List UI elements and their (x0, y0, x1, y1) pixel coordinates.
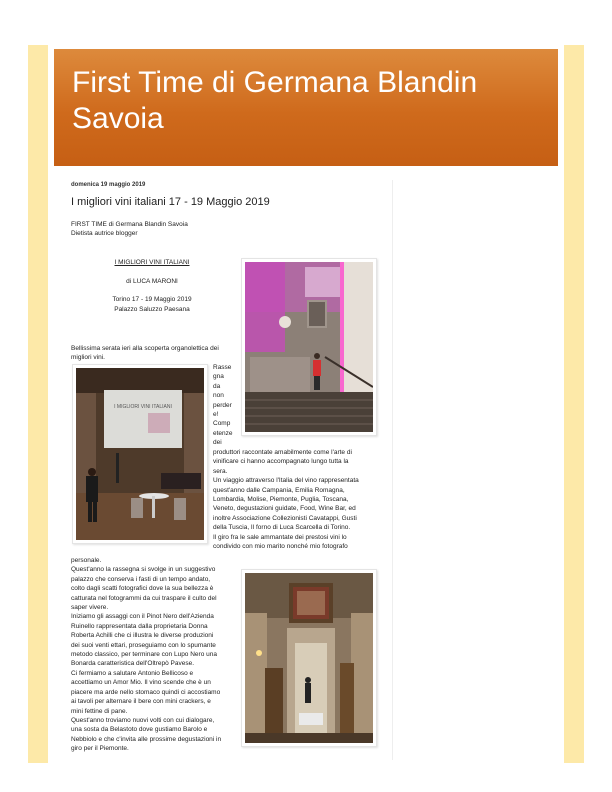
photo-ornate-hall[interactable] (241, 569, 377, 747)
text-line: personale. (71, 557, 102, 564)
text-line: gna (213, 373, 224, 381)
text-line: mini fettine di pane. (71, 707, 128, 715)
text-line: produttori raccontate amabilmente come l'arte di (213, 449, 352, 456)
text-line: Ruinello rappresentata dalla proprietaria Donna (71, 622, 208, 630)
post-title[interactable]: I migliori vini italiani 17 - 19 Maggio 2019 (71, 196, 270, 208)
text-line: catturata nel fotogrammi da cui traspare il culto del (71, 594, 217, 602)
text-line: Lombardia, Molise, Piemonte, Puglia, Toscana, (213, 496, 349, 504)
text-line: condivido con mio marito nonché mio fotografo (213, 543, 348, 551)
text-line: perder (213, 401, 232, 409)
left-page-stripe (28, 45, 48, 763)
text-line: dei (213, 439, 222, 447)
text-line: saper vivere. (71, 604, 109, 612)
text-line: palazzo che conserva i fasti di un tempo andato, (71, 575, 211, 583)
text-line: Il giro fra le sale ammantate dei prestosi vini lo (213, 533, 347, 541)
event-venue: Palazzo Saluzzo Paesana (114, 305, 190, 313)
text-line: etenze (213, 429, 233, 437)
text-line: non (213, 392, 224, 400)
text-line: accettiamo un Amor Mio. Il vino scende che è un (71, 679, 211, 687)
paragraph-1 (71, 344, 241, 363)
event-info (92, 258, 212, 314)
narrow-column (213, 363, 239, 448)
text-line: piacere ma arde nello stomaco quindi ci accostiamo (71, 688, 221, 696)
text-line: ai tavoli per alternare il bere con mini crackers, e (71, 698, 211, 706)
text-line: Quest'anno troviamo nuovi volti con cui dialogare, (71, 716, 215, 724)
text-line: migliori vini. (71, 354, 105, 362)
text-line: vinificare ci hanno accompagnato lungo tutta la (213, 458, 349, 466)
text-line: quest'anno dalle Campania, Emilia Romagna, (213, 486, 345, 494)
intro-line: FIRST TIME di Germana Blandin Savoia (71, 221, 188, 228)
text-line: colto dagli scatti fotografici dove la sua bellezza è (71, 585, 214, 593)
text-line: e! (213, 411, 219, 419)
photo-hall-screen[interactable] (72, 364, 208, 544)
text-line: Bellissima serata ieri alla scoperta organolettica dei (71, 345, 219, 352)
photo-staircase[interactable] (241, 258, 377, 436)
projection-text: I MIGLIORI VINI ITALIANI (114, 404, 172, 410)
post-date: domenica 19 maggio 2019 (71, 182, 146, 188)
text-line: Roberta Achilli che ci illustra le diverse produzioni (71, 632, 214, 640)
staircase-image (245, 262, 373, 432)
post-intro (71, 220, 271, 238)
text-line: Rasse (213, 364, 232, 371)
text-line: Nebbiolo e che c'invita alle prossime degustazioni in (71, 735, 222, 743)
event-dates: Torino 17 - 19 Maggio 2019 (112, 296, 192, 303)
event-heading: I MIGLIORI VINI ITALIANI (114, 259, 190, 266)
hall-image (76, 368, 204, 540)
text-line: da (213, 382, 221, 390)
right-page-stripe (564, 45, 584, 763)
event-author: di LUCA MARONI (126, 277, 178, 285)
text-line: Comp (213, 420, 231, 428)
text-line: Un viaggio attraverso l'Italia del vino rappresentata (213, 477, 359, 485)
intro-line: Dietista autrice blogger (71, 230, 138, 237)
blog-title[interactable]: First Time di Germana Blandin Savoia (72, 66, 478, 135)
paragraph-3 (71, 556, 241, 754)
text-line: Bonarda caratteristica dell'Oltrepò Pavese. (71, 660, 194, 668)
text-line: della Tuscia, Il forno di Luca Scarcella di Torino. (213, 524, 351, 532)
text-line: Iniziamo gli assaggi con il Pinot Nero dell'Azienda (71, 613, 214, 621)
text-line: dei suoi venti ettari, proseguiamo con lo spumante (71, 641, 216, 649)
ornate-hall-image (245, 573, 373, 743)
text-line: sera. (213, 467, 228, 475)
text-line: giro per il Piemonte. (71, 745, 129, 753)
text-line: inoltre Associazione Collezionisti Cavatappi, Gusti (213, 514, 357, 522)
text-line: Quest'anno la rassegna si svolge in un suggestivo (71, 566, 216, 574)
text-line: una sosta da Belastoto dove gustiamo Barolo e (71, 726, 208, 734)
blog-header (54, 49, 558, 166)
paragraph-2 (213, 448, 383, 551)
text-line: Ci fermiamo a salutare Antonio Bellicoso e (71, 669, 194, 677)
text-line: Veneto, degustazioni guidate, Food, Wine Bar, ed (213, 505, 356, 513)
text-line: metodo classico, per terminare con Lupo Nero una (71, 651, 217, 659)
